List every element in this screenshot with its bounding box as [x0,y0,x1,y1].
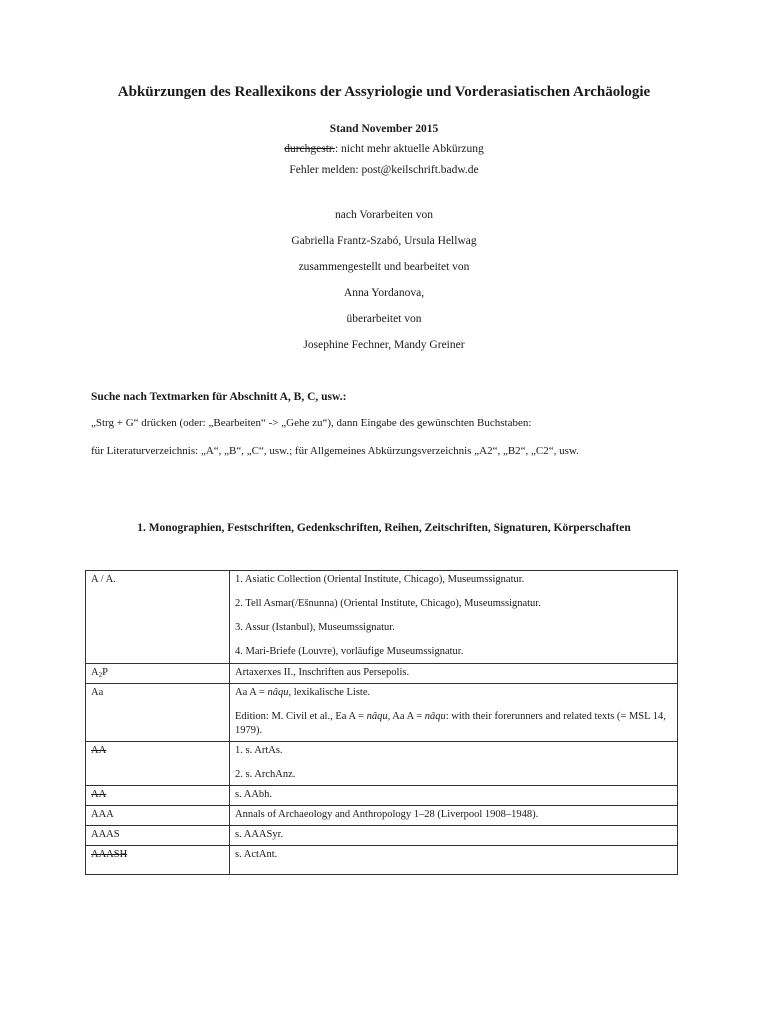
abbr-definition [230,826,678,846]
abbr-key: AAA [86,806,230,826]
error-report-line: Fehler melden: post@keilschrift.badw.de [289,164,479,176]
section-heading: 1. Monographien, Festschriften, Gedenkschriften, Reihen, Zeitschriften, Signaturen, Körperschaften [137,522,631,534]
definition-entry: Annals of Archaeology and Anthropology 1–28 (Liverpool 1908–1948). [235,809,539,820]
definition-entry: s. AAASyr. [235,829,284,841]
italic-run: nâqu [267,687,289,699]
abbr-key-struck: AA [91,744,107,756]
table-row [86,663,678,684]
page-title: Abkürzungen des Reallexikons der Assyriologie und Vorderasiatischen Archäologie [117,84,651,100]
table-row [86,785,678,805]
abbr-key [86,785,230,805]
search-heading: Suche nach Textmarken für Abschnitt A, B, C, usw.: [91,391,347,403]
abbr-key: AAAS [86,826,230,846]
definition-entry [235,686,672,699]
strikethrough-legend [0,143,768,155]
strikethrough-explanation: : nicht mehr aktuelle Abkürzung [334,143,484,155]
credits-names-1: Gabriella Frantz-Szabó, Ursula Hellwag [291,235,477,247]
table-row [86,684,678,741]
table-row [86,846,678,875]
text-run: Aa A = [235,687,268,699]
abbr-key: Aa [86,684,230,741]
definition-entry [235,710,672,736]
definition-entry: 1. s. ArtAs. [235,744,283,756]
abbr-definition [230,663,678,684]
definition-entry: 2. s. ArchAnz. [235,768,296,780]
abbr-definition [230,571,678,664]
italic-run: nâqu [424,711,446,723]
strikethrough-sample: durchgestr. [284,143,335,155]
definition-entry: s. AAbh. [235,788,273,800]
table-row [86,571,678,664]
credits-vorarbeiten: nach Vorarbeiten von [335,209,433,221]
credits-names-2: Josephine Fechner, Mandy Greiner [303,339,465,351]
abbr-key-struck: AA [91,788,107,800]
abbr-key [86,663,230,684]
definition-entry: s. ActAnt. [235,849,278,861]
abbr-key: A / A. [86,571,230,664]
abbr-key [86,846,230,875]
abbr-definition [230,785,678,805]
abbr-key-subscript: 2 [98,670,103,679]
definition-entry: Artaxerxes II., Inschriften aus Persepolis. [235,666,410,678]
abbr-definition [230,684,678,741]
table-row [86,741,678,785]
abbr-definition [230,846,678,875]
text-run: , lexikalische Liste. [288,687,371,699]
table-row [86,826,678,846]
text-run: , Aa A = [387,711,425,723]
credits-zusammen: zusammengestellt und bearbeitet von [298,261,470,273]
definition-entry: 1. Asiatic Collection (Oriental Institute, Chicago), Museumssignatur. [235,574,525,585]
table-row [86,806,678,826]
abbreviation-table [85,570,678,875]
stand-date: Stand November 2015 [329,123,439,135]
definition-entry: 3. Assur (Istanbul), Museumssignatur. [235,622,395,634]
italic-run: nâqu [366,711,388,723]
text-run: : with their forerunners and related texts (= MSL 14, 1979). [235,711,666,736]
definition-entry: 2. Tell Asmar(/Ešnunna) (Oriental Institute, Chicago), Museumssignatur. [235,598,541,610]
abbr-key-main: A [91,666,99,678]
credits-ueberarbeitet: überarbeitet von [346,313,422,325]
abbr-key-tail: P [102,666,108,678]
credits-editor: Anna Yordanova, [343,287,425,299]
abbr-definition [230,806,678,826]
abbr-key [86,741,230,785]
text-run: Edition: M. Civil et al., Ea A = [235,711,367,723]
search-instruction-2: für Literaturverzeichnis: „A“, „B“, „C“, usw.; für Allgemeines Abkürzungsverzeichnis „A2“, „B2“, „C2“, usw. [91,445,579,457]
definition-entry: 4. Mari-Briefe (Louvre), vorläufige Museumssignatur. [235,646,464,658]
abbr-definition [230,741,678,785]
search-instruction-1: „Strg + G“ drücken (oder: „Bearbeiten“ -> „Gehe zu“), dann Eingabe des gewünschten Buchstaben: [91,417,532,429]
abbr-key-struck: AAASH [91,849,128,861]
